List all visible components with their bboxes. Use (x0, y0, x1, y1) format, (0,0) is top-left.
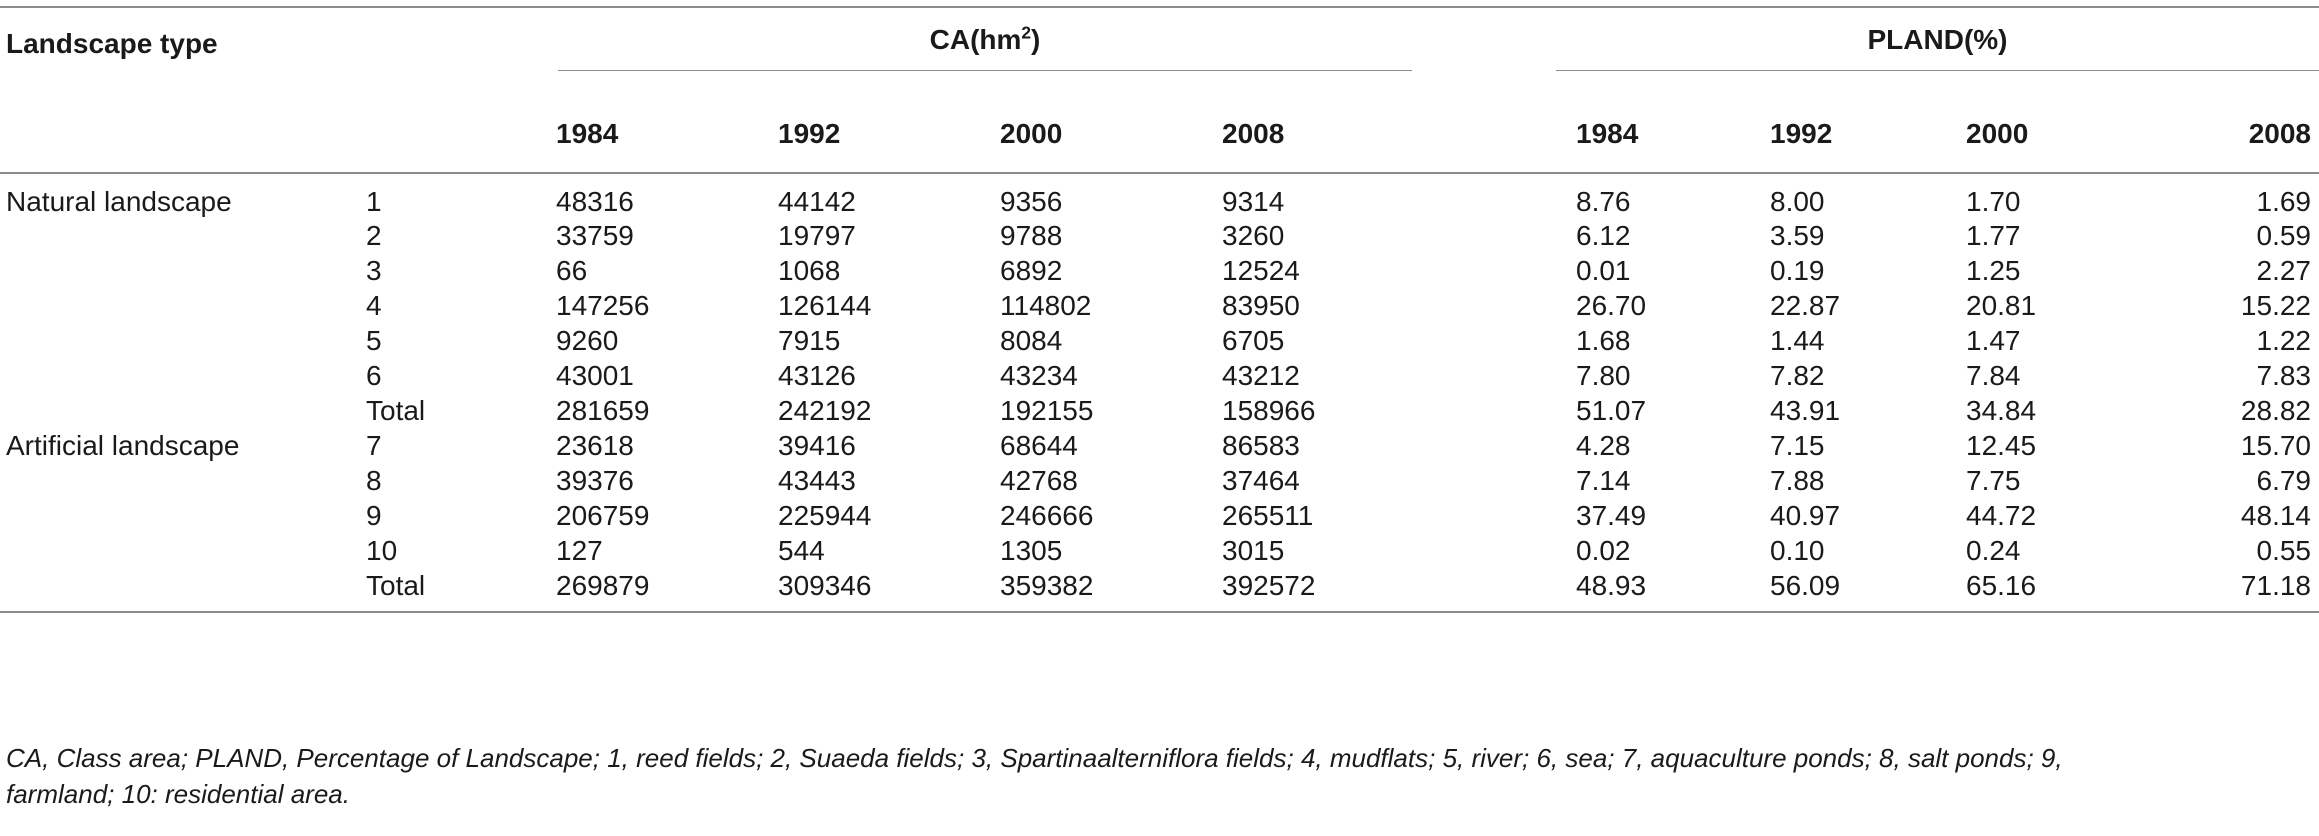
ca-value-cell: 126144 (778, 289, 872, 321)
ca-value-cell: 43234 (1000, 359, 1078, 391)
pland-value-cell: 0.01 (1576, 254, 1631, 286)
ca-value-cell: 206759 (556, 499, 650, 531)
pland-value-cell: 8.00 (1770, 186, 1825, 217)
ca-value-cell: 225944 (778, 499, 872, 531)
separator-cell (1440, 463, 1568, 498)
table-row (0, 393, 2319, 428)
ca-value-cell: 392572 (1214, 568, 1440, 612)
pland-value-cell: 34.84 (1966, 394, 2037, 426)
ca-value-cell: 6705 (1222, 324, 1285, 356)
pland-value-cell: 56.09 (1762, 568, 1958, 612)
landscape-type-cell (0, 393, 358, 428)
pland-value-cell: 6.12 (1576, 219, 1631, 251)
empty-header-cell (0, 90, 358, 173)
ca-value-cell: 19797 (778, 219, 856, 251)
ca-value-cell: 42768 (1000, 464, 1078, 496)
ca-value-cell: 1305 (1000, 534, 1063, 566)
separator-cell (1440, 498, 1568, 533)
table-row (0, 253, 2319, 288)
ca-value-cell: 43212 (1222, 359, 1300, 391)
table-row (0, 288, 2319, 323)
ca-close-paren: ) (1031, 23, 1041, 55)
table-header (0, 7, 2319, 173)
table-row (0, 218, 2319, 253)
separator-cell (1440, 288, 1568, 323)
landscape-type-cell (0, 498, 358, 533)
pland-value-cell: 7.84 (1966, 359, 2021, 391)
class-cell: Total (358, 568, 548, 612)
pland-value-cell: 15.22 (2240, 289, 2311, 321)
separator-cell (1440, 428, 1568, 463)
pland-value-cell: 40.97 (1770, 499, 1841, 531)
empty-header-cell (358, 90, 548, 173)
pland-value-cell: 0.59 (2256, 219, 2311, 251)
ca-value-cell: 127 (556, 534, 603, 566)
landscape-type-cell (0, 218, 358, 253)
landscape-type-cell: Natural landscape (6, 186, 232, 217)
landscape-table (0, 6, 2319, 613)
class-cell: 5 (366, 324, 382, 356)
table-body (0, 173, 2319, 612)
ca-group-header (548, 7, 1440, 90)
ca-value-cell: 12524 (1222, 254, 1300, 286)
pland-value-cell: 26.70 (1576, 289, 1647, 321)
pland-value-cell: 1.44 (1770, 324, 1825, 356)
ca-value-cell: 242192 (778, 394, 872, 426)
landscape-type-cell (0, 568, 358, 612)
pland-value-cell: 20.81 (1966, 289, 2037, 321)
class-cell: 6 (366, 359, 382, 391)
pland-value-cell: 48.93 (1568, 568, 1762, 612)
ca-value-cell: 192155 (1000, 394, 1094, 426)
ca-label: CA(hm (929, 23, 1022, 55)
pland-value-cell: 1.47 (1966, 324, 2021, 356)
pland-value-cell: 0.19 (1770, 254, 1825, 286)
landscape-type-cell (0, 533, 358, 568)
pland-value-cell: 8.76 (1576, 186, 1631, 217)
pland-value-cell: 15.70 (2240, 429, 2311, 461)
pland-value-cell: 1.69 (2256, 186, 2311, 217)
ca-value-cell: 66 (556, 254, 588, 286)
pland-value-cell: 6.79 (2256, 464, 2311, 496)
ca-value-cell: 33759 (556, 219, 634, 251)
empty-header-cell (1440, 90, 1568, 173)
pland-value-cell: 7.14 (1576, 464, 1631, 496)
ca-value-cell: 39416 (778, 429, 856, 461)
header-row-years (0, 90, 2319, 173)
ca-value-cell: 8084 (1000, 324, 1063, 356)
ca-value-cell: 114802 (1000, 289, 1092, 321)
landscape-type-cell: Artificial landscape (6, 429, 240, 461)
ca-value-cell: 43126 (778, 359, 856, 391)
separator-cell (1440, 358, 1568, 393)
class-cell: 8 (366, 464, 382, 496)
pland-group-header (1568, 7, 2319, 90)
pland-value-cell: 71.18 (2154, 568, 2319, 612)
ca-year-header: 2008 (1214, 90, 1440, 173)
pland-value-cell: 43.91 (1770, 394, 1841, 426)
pland-value-cell: 1.22 (2256, 324, 2311, 356)
header-row-groups (0, 7, 2319, 90)
pland-value-cell: 1.77 (1966, 219, 2021, 251)
pland-value-cell: 1.25 (1966, 254, 2021, 286)
table-row (0, 173, 2319, 218)
pland-value-cell: 7.75 (1966, 464, 2021, 496)
ca-value-cell: 83950 (1222, 289, 1300, 321)
pland-year-header: 2008 (2154, 90, 2319, 173)
ca-value-cell: 309346 (770, 568, 992, 612)
separator-cell (1440, 323, 1568, 358)
class-cell: 4 (366, 289, 382, 321)
pland-value-cell: 0.02 (1576, 534, 1631, 566)
ca-value-cell: 3260 (1222, 219, 1285, 251)
separator-cell (1440, 218, 1568, 253)
pland-value-cell: 2.27 (2256, 254, 2311, 286)
separator-cell (1440, 253, 1568, 288)
ca-value-cell: 359382 (992, 568, 1214, 612)
landscape-type-cell (0, 358, 358, 393)
ca-value-cell: 147256 (556, 289, 650, 321)
ca-value-cell: 39376 (556, 464, 634, 496)
table-row (0, 463, 2319, 498)
pland-year-header: 2000 (1958, 90, 2154, 173)
ca-value-cell: 3015 (1222, 534, 1285, 566)
pland-value-cell: 22.87 (1770, 289, 1841, 321)
table-row (0, 358, 2319, 393)
ca-value-cell: 544 (778, 534, 825, 566)
ca-value-cell: 6892 (1000, 254, 1063, 286)
landscape-type-cell (0, 463, 358, 498)
class-cell: 1 (366, 186, 382, 217)
landscape-type-cell (0, 288, 358, 323)
pland-value-cell: 3.59 (1770, 219, 1825, 251)
ca-value-cell: 9356 (1000, 186, 1063, 217)
separator-cell (1440, 568, 1568, 612)
class-cell: 7 (366, 429, 382, 461)
pland-value-cell: 37.49 (1576, 499, 1647, 531)
ca-value-cell: 265511 (1222, 499, 1314, 531)
ca-value-cell: 7915 (778, 324, 841, 356)
pland-value-cell: 1.70 (1966, 186, 2021, 217)
separator-cell (1440, 173, 1568, 218)
separator-cell (1440, 393, 1568, 428)
ca-value-cell: 37464 (1222, 464, 1300, 496)
ca-value-cell: 23618 (556, 429, 634, 461)
pland-value-cell: 7.80 (1576, 359, 1631, 391)
ca-value-cell: 86583 (1222, 429, 1300, 461)
pland-value-cell: 48.14 (2240, 499, 2311, 531)
ca-value-cell: 246666 (1000, 499, 1094, 531)
ca-value-cell: 9314 (1222, 186, 1285, 217)
ca-value-cell: 48316 (556, 186, 634, 217)
ca-value-cell: 68644 (1000, 429, 1078, 461)
ca-year-header: 2000 (992, 90, 1214, 173)
pland-value-cell: 0.24 (1966, 534, 2021, 566)
ca-value-cell: 281659 (556, 394, 650, 426)
pland-value-cell: 7.15 (1770, 429, 1825, 461)
ca-value-cell: 44142 (778, 186, 856, 217)
class-cell: Total (366, 394, 426, 426)
ca-year-header: 1984 (548, 90, 770, 173)
pland-value-cell: 0.55 (2256, 534, 2311, 566)
ca-value-cell: 43001 (556, 359, 634, 391)
pland-value-cell: 0.10 (1770, 534, 1825, 566)
pland-value-cell: 7.88 (1770, 464, 1825, 496)
landscape-type-cell (0, 323, 358, 358)
landscape-type-header: Landscape type (0, 7, 358, 90)
table-row (0, 323, 2319, 358)
pland-year-header: 1992 (1762, 90, 1958, 173)
ca-superscript: 2 (1021, 22, 1032, 43)
pland-value-cell: 12.45 (1966, 429, 2037, 461)
ca-year-header: 1992 (770, 90, 992, 173)
class-header (358, 7, 548, 90)
ca-value-cell: 9260 (556, 324, 619, 356)
pland-value-cell: 7.83 (2256, 359, 2311, 391)
ca-value-cell: 9788 (1000, 219, 1063, 251)
pland-value-cell: 51.07 (1576, 394, 1647, 426)
pland-value-cell: 65.16 (1958, 568, 2154, 612)
table-row (0, 533, 2319, 568)
table-row (0, 428, 2319, 463)
group-separator (1440, 7, 1568, 90)
table-row (0, 498, 2319, 533)
table-row (0, 568, 2319, 612)
pland-value-cell: 7.82 (1770, 359, 1825, 391)
pland-value-cell: 4.28 (1576, 429, 1631, 461)
table-footnote: CA, Class area; PLAND, Percentage of Landscape; 1, reed fields; 2, Suaeda fields; 3, Spartinaalterniflora fields; 4, mudflats; 5, river; 6, sea; 7, aquaculture ponds; 8, salt ponds; 9, farmland; 10: residential area. (6, 743, 2063, 809)
pland-value-cell: 44.72 (1966, 499, 2037, 531)
pland-year-header: 1984 (1568, 90, 1762, 173)
class-cell: 10 (366, 534, 398, 566)
pland-label: PLAND(%) (1867, 23, 2008, 55)
separator-cell (1440, 533, 1568, 568)
class-cell: 3 (366, 254, 382, 286)
class-cell: 2 (366, 219, 382, 251)
class-cell: 9 (366, 499, 382, 531)
pland-value-cell: 1.68 (1576, 324, 1631, 356)
ca-value-cell: 158966 (1222, 394, 1316, 426)
ca-value-cell: 43443 (778, 464, 856, 496)
ca-value-cell: 269879 (548, 568, 770, 612)
pland-value-cell: 28.82 (2240, 394, 2311, 426)
landscape-type-cell (0, 253, 358, 288)
ca-value-cell: 1068 (778, 254, 841, 286)
